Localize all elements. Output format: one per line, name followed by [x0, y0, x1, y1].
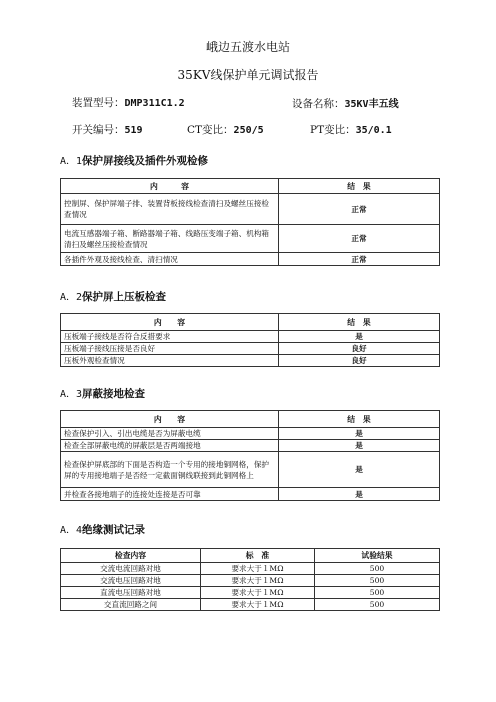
row-item: 交流电压回路对地 [61, 575, 201, 587]
row-content: 控制屏、保护屏端子排、装置背板接线检查清扫及螺丝压接检查情况 [61, 194, 279, 225]
device-model-label: 装置型号： [72, 97, 125, 109]
row-content: 各插件外观及接线检查、清扫情况 [61, 253, 279, 266]
report-title: 35KV线保护单元调试报告 [177, 68, 319, 82]
row-result: 是 [279, 488, 440, 501]
row-result: 良好 [279, 343, 440, 355]
station-title: 峨边五渡水电站 [205, 40, 290, 54]
device-model-value: DMP311C1.2 [124, 98, 185, 109]
device-model-line [72, 95, 185, 110]
row-test-result: 500 [315, 587, 440, 599]
table-row [61, 355, 440, 367]
section-a3-heading [60, 385, 145, 401]
row-standard: 要求大于１MΩ [201, 587, 315, 599]
row-result: 是 [279, 428, 440, 440]
row-content: 压板端子接线是否符合反措要求 [61, 331, 279, 343]
header-content: 内 容 [61, 314, 279, 331]
row-standard: 要求大于１MΩ [201, 599, 315, 611]
row-content: 检查保护引入、引出电缆是否为屏蔽电缆 [61, 428, 279, 440]
ct-ratio-label: CT变比： [187, 124, 234, 136]
section-a2-table [60, 313, 440, 367]
section-a4-heading [60, 521, 145, 537]
section-a1-number: A．1 [60, 156, 83, 167]
section-a1-heading [60, 152, 208, 168]
section-a3-table [60, 410, 440, 501]
header-standard: 标 准 [201, 549, 315, 563]
row-item: 交流电流回路对地 [61, 563, 201, 575]
ct-ratio-value: 250/5 [233, 125, 264, 136]
row-content: 压板外观检查情况 [61, 355, 279, 367]
row-test-result: 500 [315, 563, 440, 575]
device-name-value: 35KV丰五线 [344, 99, 399, 110]
table-row [61, 575, 440, 587]
row-content: 检查保护屏底部的下面是否构造一个专用的接地铜网格，保护屏的专用接地端子是否经一定截面铜线联接到此铜网格上 [61, 452, 279, 488]
switch-no-line [72, 122, 143, 137]
row-content: 压板端子接线压接是否良好 [61, 343, 279, 355]
header-item: 检查内容 [61, 549, 201, 563]
table-row [61, 331, 440, 343]
device-name-label: 设备名称： [292, 98, 345, 110]
header-result: 结 果 [279, 314, 440, 331]
ct-ratio-line [187, 122, 264, 137]
pt-ratio-value: 35/0.1 [355, 125, 392, 136]
section-a3-title: 屏蔽接地检查 [82, 388, 146, 400]
row-test-result: 500 [315, 575, 440, 587]
pt-ratio-label: PT变比： [310, 124, 356, 136]
row-standard: 要求大于１MΩ [201, 563, 315, 575]
row-item: 交直流回路之间 [61, 599, 201, 611]
table-row [61, 343, 440, 355]
row-result: 是 [279, 440, 440, 452]
row-result: 正常 [279, 194, 440, 225]
row-result: 正常 [279, 225, 440, 253]
table-row [61, 225, 440, 253]
row-content: 并检查各接地端子的连接处连接是否可靠 [61, 488, 279, 501]
section-a4-title: 绝缘测试记录 [82, 524, 146, 536]
table-header-row [61, 179, 440, 194]
row-standard: 要求大于１MΩ [201, 575, 315, 587]
section-a4-number: A．4 [60, 525, 83, 536]
table-row [61, 488, 440, 501]
section-a2-title: 保护屏上压板检查 [82, 291, 167, 303]
table-row [61, 599, 440, 611]
table-row [61, 428, 440, 440]
section-a1-title: 保护屏接线及插件外观检修 [82, 155, 209, 167]
row-result: 正常 [279, 253, 440, 266]
switch-no-value: 519 [124, 125, 143, 136]
table-row [61, 452, 440, 488]
header-content: 内 容 [61, 411, 279, 428]
header-result: 结 果 [279, 179, 440, 194]
table-header-row [61, 411, 440, 428]
table-row [61, 440, 440, 452]
section-a3-number: A．3 [60, 389, 83, 400]
row-content: 电流互感器端子箱、断路器端子箱、线路压变端子箱、机构箱清扫及螺丝压接检查情况 [61, 225, 279, 253]
table-header-row [61, 314, 440, 331]
table-row [61, 563, 440, 575]
table-header-row [61, 549, 440, 563]
section-a4-table [60, 548, 440, 611]
row-result: 是 [279, 452, 440, 488]
row-item: 直流电压回路对地 [61, 587, 201, 599]
header-result: 结 果 [279, 411, 440, 428]
section-a1-table [60, 178, 440, 266]
header-content: 内 容 [61, 179, 279, 194]
pt-ratio-line [310, 122, 392, 137]
section-a2-number: A．2 [60, 292, 83, 303]
table-row [61, 253, 440, 266]
device-name-line [292, 95, 399, 111]
row-test-result: 500 [315, 599, 440, 611]
section-a2-heading [60, 288, 166, 304]
header-test-result: 试验结果 [315, 549, 440, 563]
row-result: 是 [279, 331, 440, 343]
row-result: 良好 [279, 355, 440, 367]
table-row [61, 194, 440, 225]
row-content: 检查全部屏蔽电缆的屏蔽层是否两端接地 [61, 440, 279, 452]
switch-no-label: 开关编号： [72, 124, 125, 136]
table-row [61, 587, 440, 599]
